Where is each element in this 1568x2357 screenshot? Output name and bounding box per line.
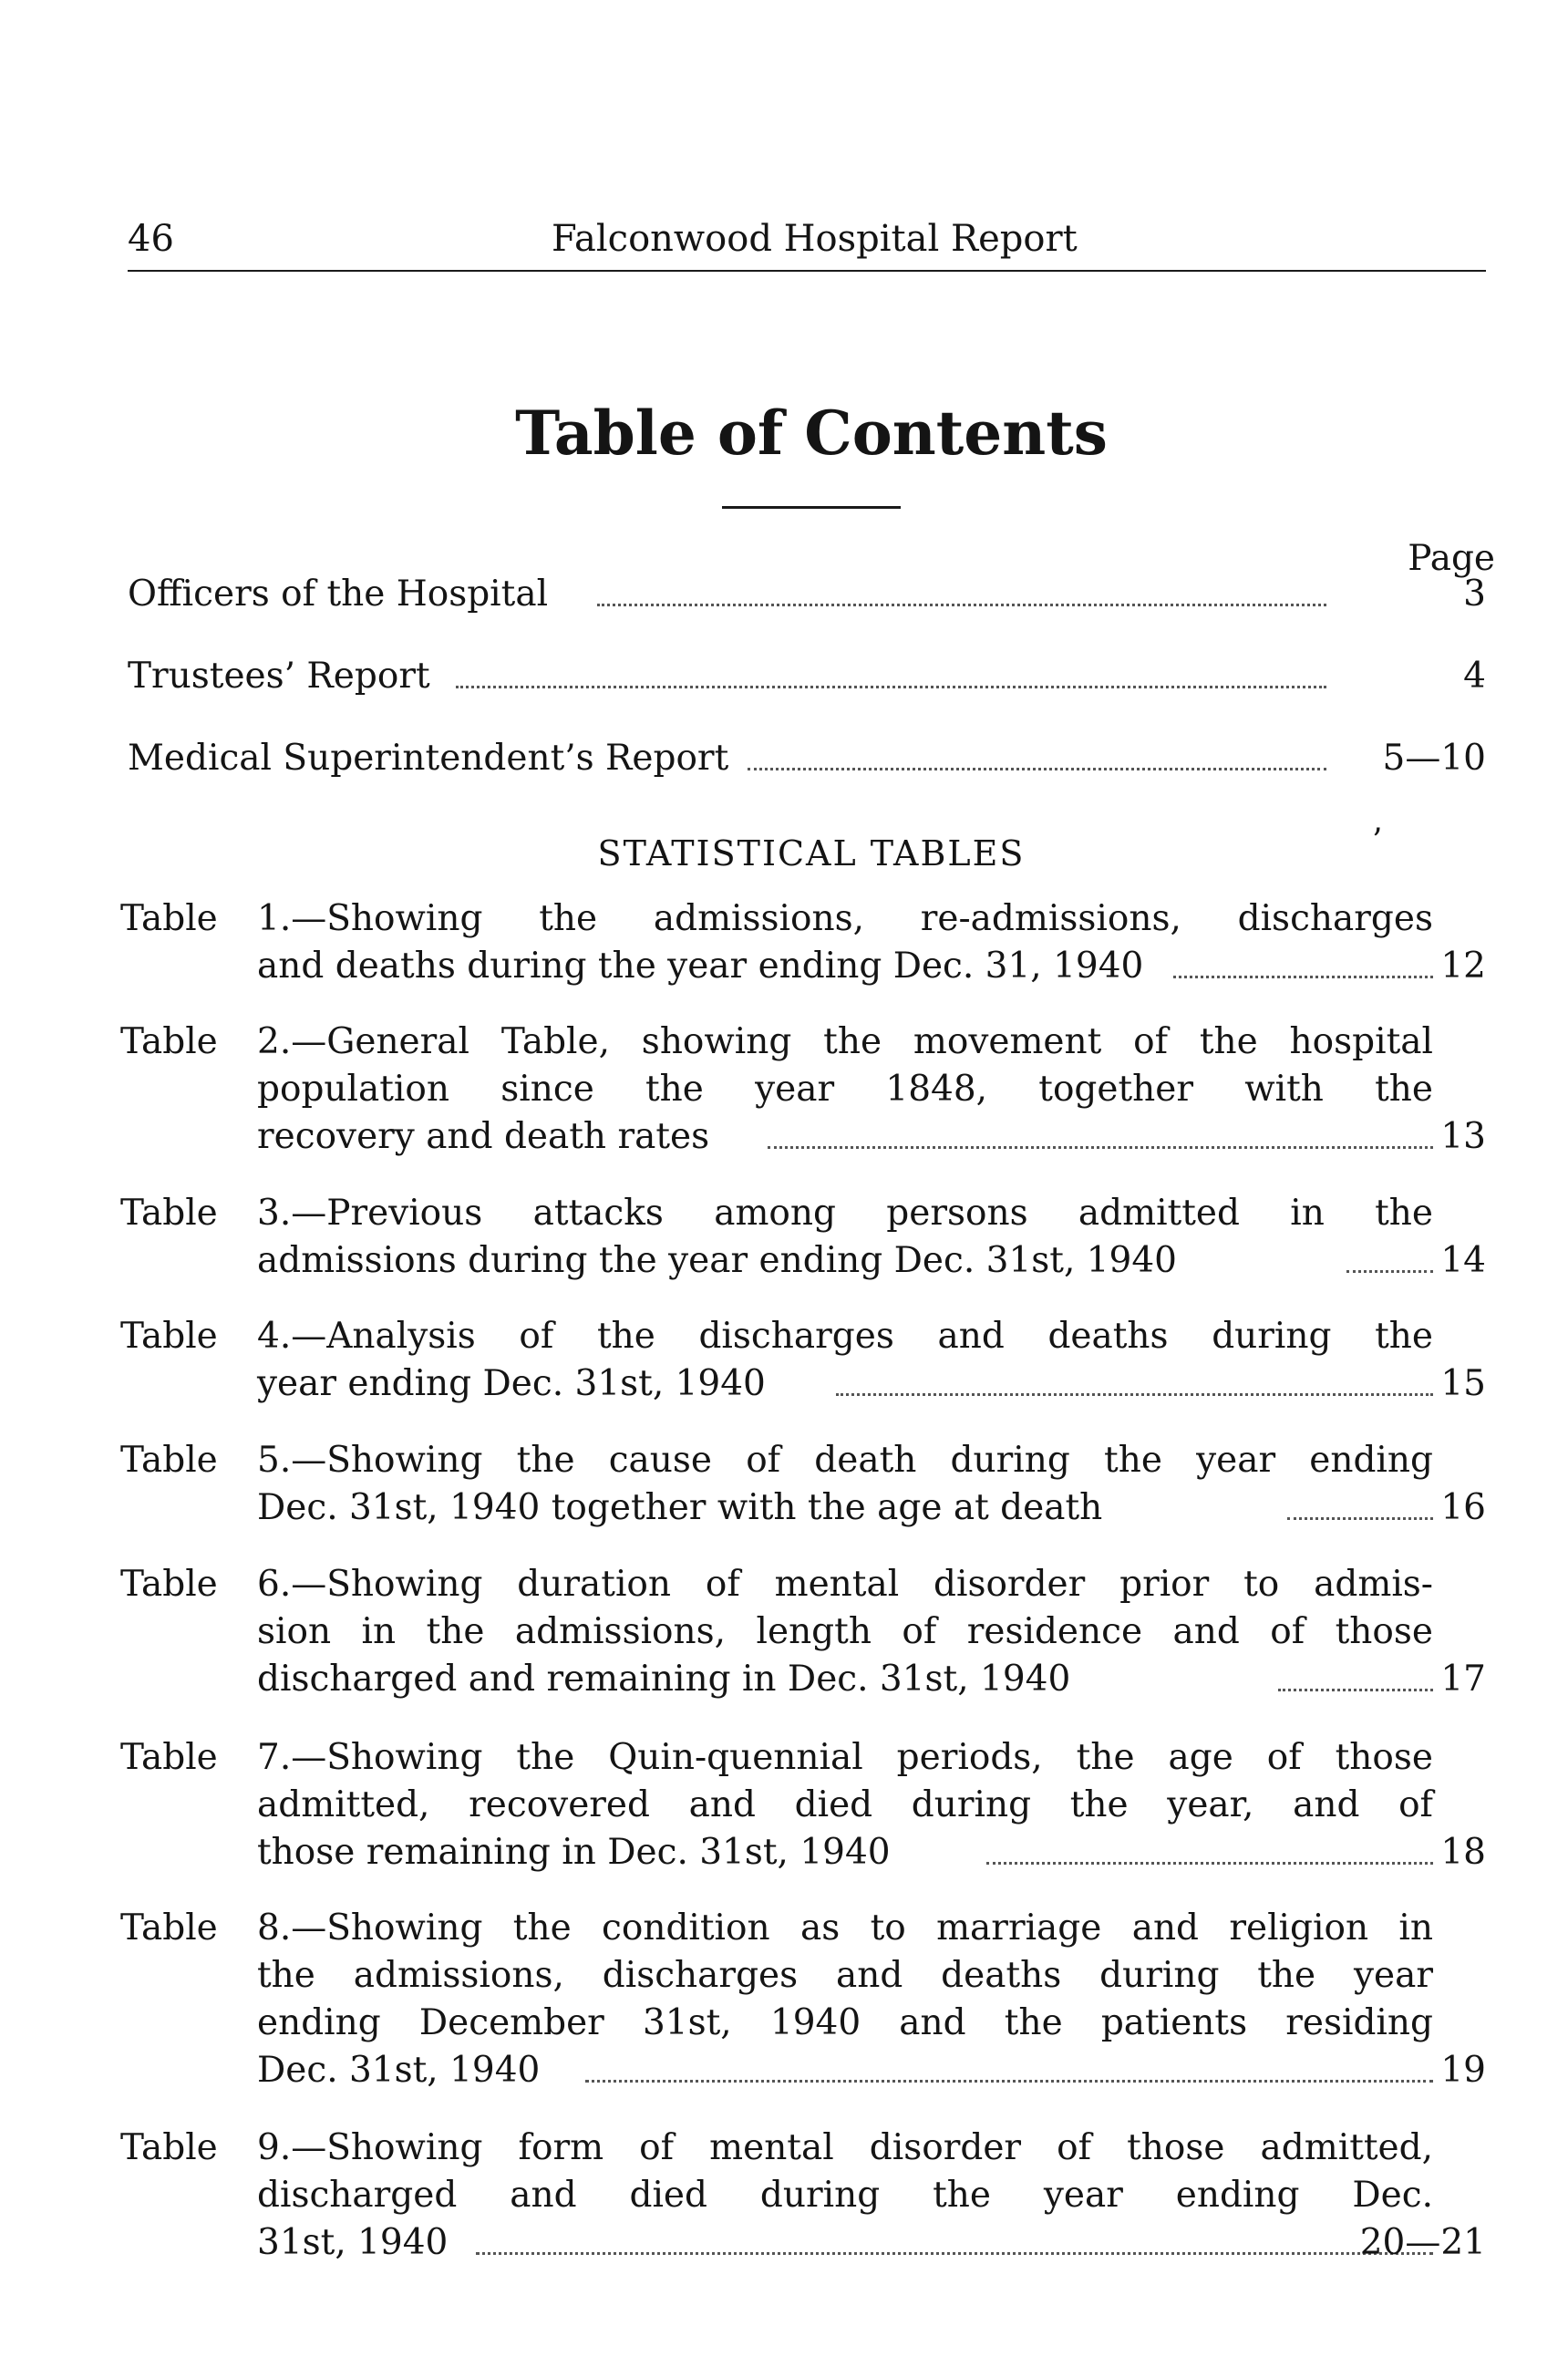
leader-dots — [456, 686, 1326, 688]
toc-entry-page: 16 — [1440, 1487, 1486, 1528]
entry-line: 31st, 1940 — [257, 2219, 1433, 2267]
title-rule — [722, 506, 901, 509]
leader-dots — [986, 1862, 1433, 1865]
entry-line: ending December 31st, 1940 and the patients residing — [257, 2002, 1433, 2043]
leader-dots — [597, 604, 1326, 606]
entry-line: 3.—Previous attacks among persons admitted in the — [257, 1193, 1433, 1234]
toc-entry-text: Medical Superintendent’s Report — [128, 738, 729, 779]
toc-entry-text: Trustees’ Report — [128, 656, 430, 697]
page-title: Table of Contents — [515, 398, 1108, 469]
entry-line: 1.—Showing the admissions, re-admissions, discharges — [257, 898, 1433, 939]
entry-line: recovery and death rates — [257, 1113, 1433, 1161]
toc-entry-page: 19 — [1440, 2050, 1486, 2091]
table-label: Table — [120, 1907, 218, 1949]
entry-line: 7.—Showing the Quin-quennial periods, the age of those — [257, 1737, 1433, 1778]
table-label: Table — [120, 1193, 218, 1234]
entry-line: the admissions, discharges and deaths during the year — [257, 1955, 1433, 1996]
running-head — [128, 212, 1486, 275]
entry-line: those remaining in Dec. 31st, 1940 — [257, 1829, 1433, 1876]
toc-entry-page: 17 — [1440, 1659, 1486, 1700]
leader-dots — [748, 768, 1326, 770]
entry-line: admissions during the year ending Dec. 31st, 1940 — [257, 1237, 1433, 1285]
toc-entry-medical-superintendent — [128, 735, 1486, 782]
entry-line: 6.—Showing duration of mental disorder prior to admis- — [257, 1564, 1433, 1605]
entry-line: discharged and died during the year ending Dec. — [257, 2175, 1433, 2216]
running-title: Falconwood Hospital Report — [552, 218, 1078, 260]
toc-entry-text: Officers of the Hospital — [128, 574, 549, 615]
stray-mark: ’ — [1372, 822, 1383, 860]
entry-line: and deaths during the year ending Dec. 31, 1940 — [257, 943, 1433, 990]
entry-line: 2.—General Table, showing the movement of the hospital — [257, 1021, 1433, 1062]
leader-dots — [476, 2252, 1433, 2255]
leader-dots — [1346, 1270, 1433, 1273]
table-label: Table — [120, 1440, 218, 1481]
entry-line: admitted, recovered and died during the year, and of — [257, 1784, 1433, 1825]
toc-entry-officers — [128, 571, 1486, 618]
leader-dots — [1173, 976, 1433, 978]
toc-entry-trustees — [128, 653, 1486, 700]
toc-entry-page: 4 — [1463, 656, 1486, 697]
entry-line: 5.—Showing the cause of death during the year ending — [257, 1440, 1433, 1481]
toc-entry-page: 20—21 — [1359, 2222, 1486, 2263]
entry-line: population since the year 1848, together with the — [257, 1069, 1433, 1110]
leader-dots — [836, 1393, 1433, 1396]
toc-entry-page: 14 — [1440, 1240, 1486, 1281]
toc-entry-page: 18 — [1440, 1832, 1486, 1873]
entry-line: 4.—Analysis of the discharges and deaths during the — [257, 1316, 1433, 1357]
toc-entry-page: 12 — [1440, 946, 1486, 987]
leader-dots — [1287, 1517, 1433, 1520]
entry-line: 9.—Showing form of mental disorder of those admitted, — [257, 2127, 1433, 2168]
leader-dots — [1278, 1689, 1433, 1691]
page-column-label: Page — [1408, 538, 1495, 579]
entry-line: Dec. 31st, 1940 together with the age at death — [257, 1484, 1433, 1532]
entry-line: discharged and remaining in Dec. 31st, 1940 — [257, 1656, 1433, 1703]
entry-line: Dec. 31st, 1940 — [257, 2047, 1433, 2094]
table-label: Table — [120, 2127, 218, 2168]
toc-entry-page: 5—10 — [1382, 738, 1486, 779]
section-heading: STATISTICAL TABLES — [597, 833, 1026, 874]
table-label: Table — [120, 1564, 218, 1605]
entry-line: year ending Dec. 31st, 1940 — [257, 1360, 1433, 1408]
toc-entry-page: 13 — [1440, 1116, 1486, 1157]
entry-line: 8.—Showing the condition as to marriage and religion in — [257, 1907, 1433, 1949]
toc-entry-page: 15 — [1440, 1363, 1486, 1404]
entry-line: sion in the admissions, length of residence and of those — [257, 1611, 1433, 1652]
table-label: Table — [120, 1021, 218, 1062]
page-number: 46 — [128, 218, 174, 260]
leader-dots — [585, 2080, 1433, 2083]
toc-entry-page: 3 — [1463, 574, 1486, 615]
leader-dots — [768, 1146, 1433, 1149]
header-rule — [128, 270, 1486, 272]
table-label: Table — [120, 1316, 218, 1357]
table-label: Table — [120, 898, 218, 939]
table-label: Table — [120, 1737, 218, 1778]
